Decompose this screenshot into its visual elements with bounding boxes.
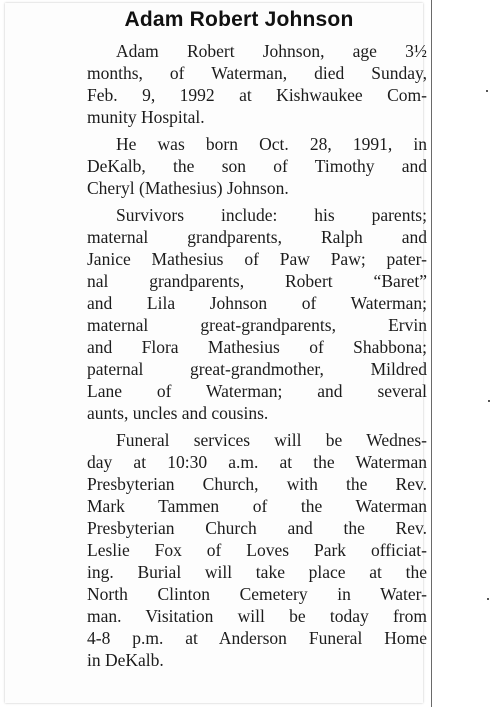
obituary-line: maternal grandparents, Ralph and xyxy=(87,227,427,247)
obituary-line: Cheryl (Mathesius) Johnson. xyxy=(87,178,289,198)
obituary-line: and Flora Mathesius of Shabbona; xyxy=(87,337,427,357)
obituary-headline: Adam Robert Johnson xyxy=(124,8,354,31)
obituary-line: Leslie Fox of Loves Park officiat- xyxy=(87,540,427,560)
obituary-line: ing. Burial will take place at the xyxy=(87,562,427,582)
obituary-line: DeKalb, the son of Timothy and xyxy=(87,156,427,176)
obituary-line: Survivors include: his parents; xyxy=(116,205,427,225)
obituary-line: aunts, uncles and cousins. xyxy=(87,403,269,423)
obituary-line: nal grandparents, Robert “Baret” xyxy=(87,271,427,291)
obituary-line: Funeral services will be Wednes- xyxy=(116,430,427,450)
obituary-line: Presbyterian Church and the Rev. xyxy=(87,518,427,538)
obituary-line: Mark Tammen of the Waterman xyxy=(87,496,427,516)
obituary-line: day at 10:30 a.m. at the Waterman xyxy=(87,452,427,472)
scan-speck xyxy=(488,400,490,402)
obituary-line: 4-8 p.m. at Anderson Funeral Home xyxy=(87,628,427,648)
obituary-line: He was born Oct. 28, 1991, in xyxy=(116,134,427,154)
obituary-line: Janice Mathesius of Paw Paw; pater- xyxy=(87,249,427,269)
obituary-line: Adam Robert Johnson, age 3½ xyxy=(116,41,427,61)
obituary-line: Lane of Waterman; and several xyxy=(87,381,427,401)
obituary-line: man. Visitation will be today from xyxy=(87,606,427,626)
obituary-line: months, of Waterman, died Sunday, xyxy=(87,63,427,83)
obituary-line: Presbyterian Church, with the Rev. xyxy=(87,474,427,494)
scan-speck xyxy=(486,90,488,92)
scan-edge-line xyxy=(431,0,432,707)
obituary-line: and Lila Johnson of Waterman; xyxy=(87,293,427,313)
obituary-line: maternal great-grandparents, Ervin xyxy=(87,315,427,335)
obituary-line: Feb. 9, 1992 at Kishwaukee Com- xyxy=(87,85,427,105)
obituary-line: munity Hospital. xyxy=(87,107,205,127)
obituary-line: North Clinton Cemetery in Water- xyxy=(87,584,427,604)
obituary-line: in DeKalb. xyxy=(87,650,164,670)
obituary-line: paternal great-grandmother, Mildred xyxy=(87,359,427,379)
scan-speck xyxy=(487,598,489,600)
